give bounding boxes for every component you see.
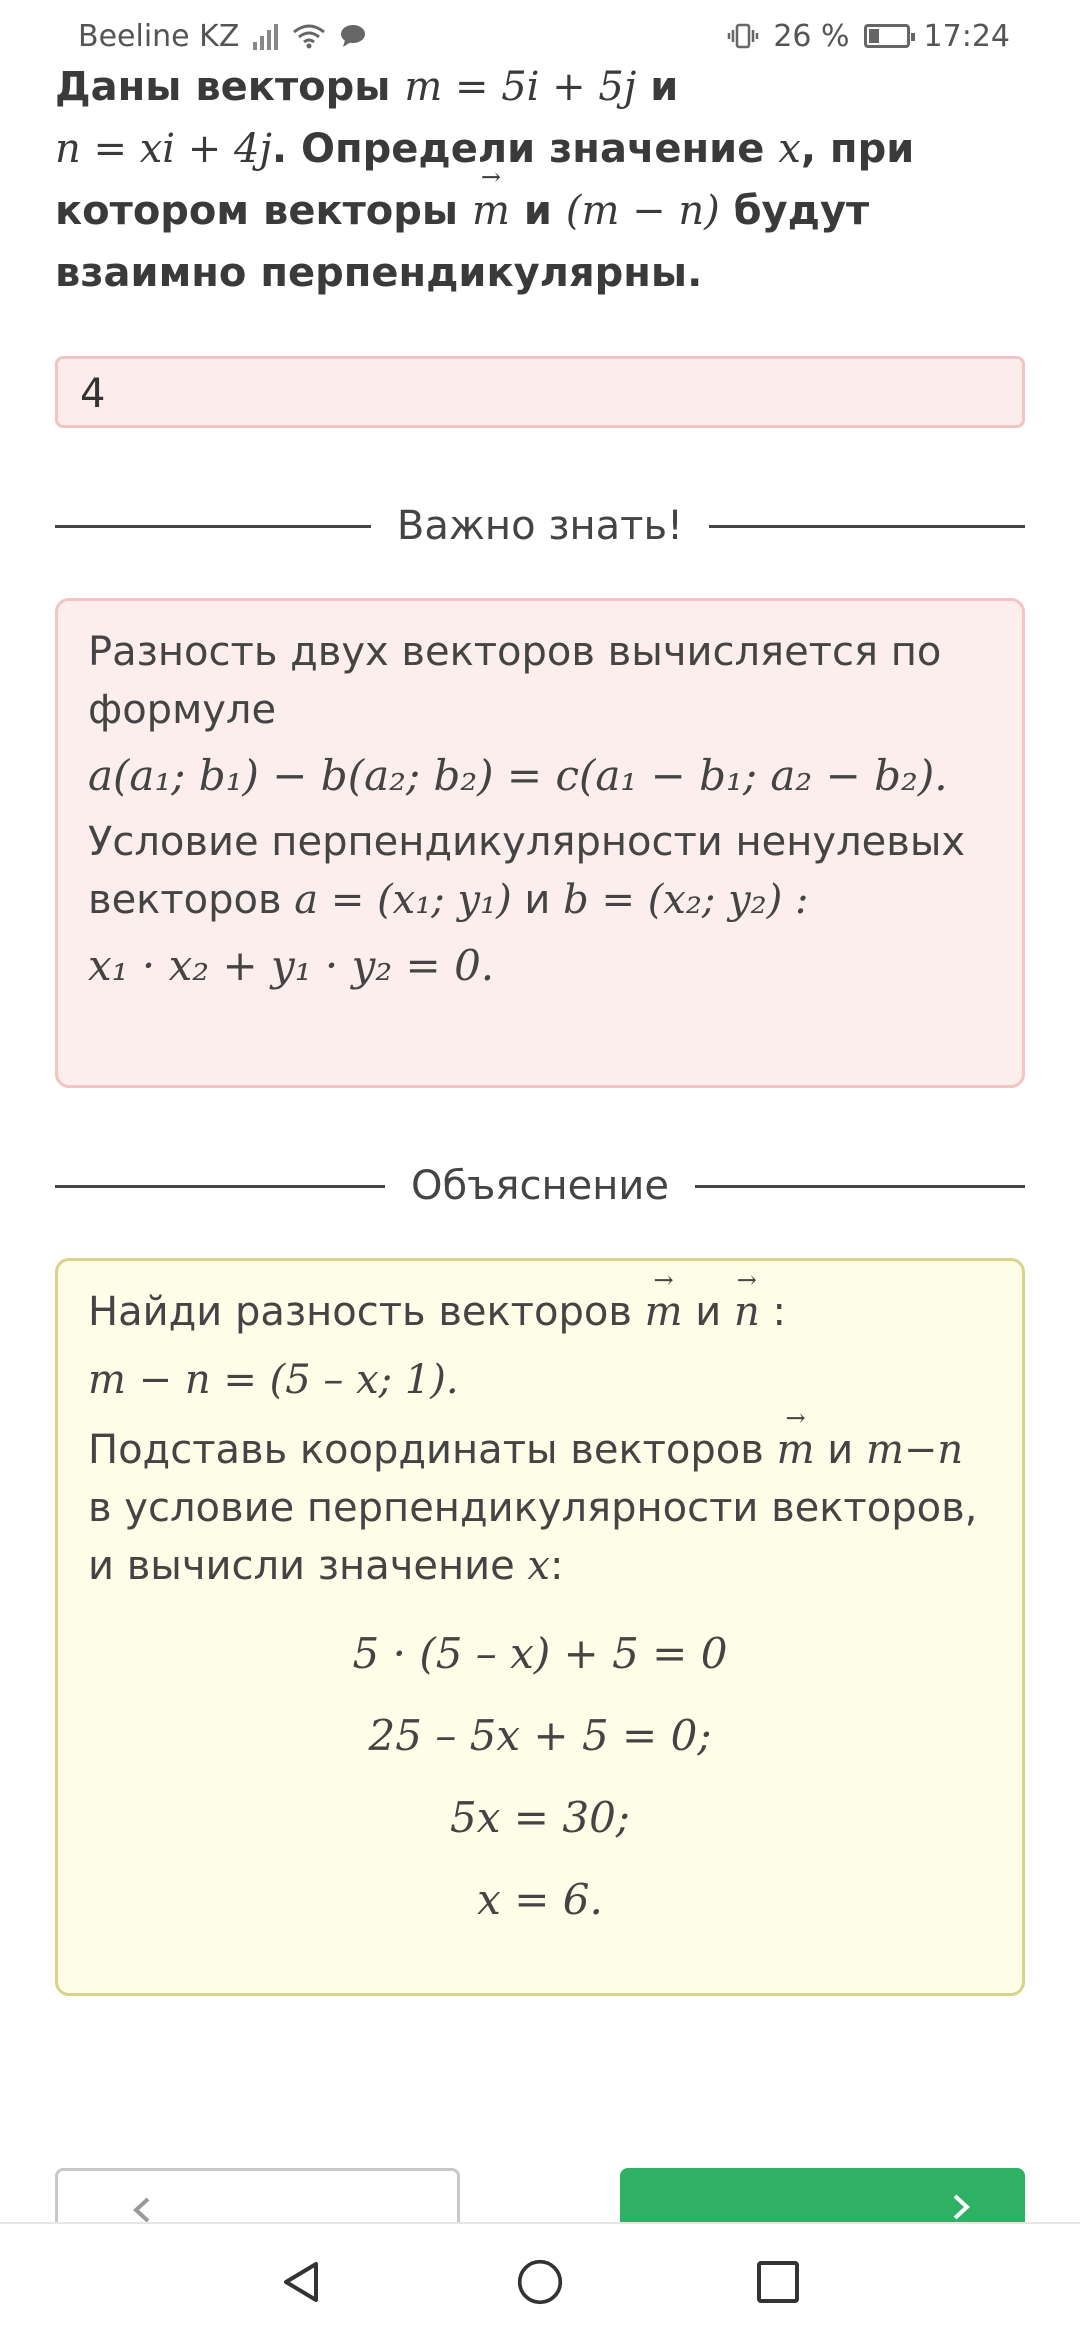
chevron-right-icon [945,2192,975,2222]
question-text [55,56,1035,304]
status-left [78,19,366,54]
question-vec-m: → m [472,180,510,242]
important-formula-a: a = (x₁; y₁) [294,877,512,923]
divider-line [709,525,1025,528]
important-formula-perpendicular: x₁ · x₂ + y₁ · y₂ = 0. [88,941,495,990]
wifi-icon [292,23,326,49]
battery-icon [864,24,910,48]
explanation-and-2: и [827,1427,854,1473]
explanation-text-2: Подставь координаты векторов [88,1427,764,1473]
important-text-1: Разность двух векторов вычисляется по формуле [88,629,942,733]
answer-field[interactable] [55,356,1025,428]
question-part-5: и [509,188,566,234]
question-eq-n: n = xi + 4j [55,126,272,172]
status-right [727,19,1010,54]
signal-icon [253,22,278,50]
explanation-title: Объяснение [411,1163,669,1209]
battery-percent: 26 % [773,18,850,54]
important-paragraph-2 [88,813,992,929]
vibrate-icon [727,22,759,50]
answer-value: 4 [80,371,106,417]
question-var-x: x [778,126,801,172]
important-text-and: и [524,877,551,923]
explanation-line-1 [88,1283,992,1341]
important-formula-difference: a(a₁; b₁) − b(a₂; b₂) = c(a₁ − b₁; a₂ − b₂). [88,751,948,800]
question-eq-m: m = 5i + 5j [404,64,637,110]
question-part-6: будут взаимно перпендикулярны. [55,188,870,296]
explanation-vec-m: → m [645,1283,683,1341]
recents-square-icon[interactable] [754,2258,802,2306]
carrier-label: Beeline KZ [78,18,240,54]
clock: 17:24 [923,18,1010,54]
explanation-box [55,1258,1025,1996]
divider-line [55,525,371,528]
equation-2: 25 – 5x + 5 = 0; [368,1711,712,1760]
explanation-divider [55,1161,1025,1211]
divider-line [55,1185,385,1188]
question-diff: (m − n) [565,188,720,234]
explanation-text-1: Найди разность векторов [88,1289,632,1335]
explanation-step-1: m − n = (5 – x; 1). [88,1357,459,1403]
explanation-text-3: в условие перпендикулярности векторов, и вычисли значение [88,1485,978,1589]
important-divider [55,501,1025,551]
explanation-equations [88,1613,992,1941]
chat-icon [340,24,366,48]
equation-4: x = 6. [477,1875,603,1924]
important-formula-b: b = (x₂; y₂) : [563,877,809,923]
chevron-left-icon [128,2195,158,2225]
equation-3: 5x = 30; [450,1793,630,1842]
question-part-4: , при котором векторы [55,126,915,234]
back-triangle-icon[interactable] [278,2258,326,2306]
important-text-2: Условие перпендикулярности ненулевых векторов [88,819,966,923]
equation-1: 5 · (5 – x) + 5 = 0 [352,1629,728,1678]
explanation-diff: m−n [865,1427,964,1473]
system-nav-bar [0,2222,1080,2340]
divider-line [695,1185,1025,1188]
explanation-vec-m-2: → m [777,1421,815,1479]
explanation-vec-n: → n [734,1283,760,1341]
question-part-2: и [636,64,679,110]
question-part-3: . Определи значение [271,126,779,172]
question-part-1: Даны векторы [55,64,405,110]
explanation-var-x: x [527,1543,550,1589]
home-circle-icon[interactable] [516,2258,564,2306]
explanation-and: и [695,1289,722,1335]
explanation-colon: : [772,1289,786,1335]
explanation-line-2: Подставь координаты векторов → m и m−n в условие перпендикулярности векторов, и вычисли значение x: [88,1421,992,1595]
important-box [55,598,1025,1088]
important-title: Важно знать! [396,503,684,549]
